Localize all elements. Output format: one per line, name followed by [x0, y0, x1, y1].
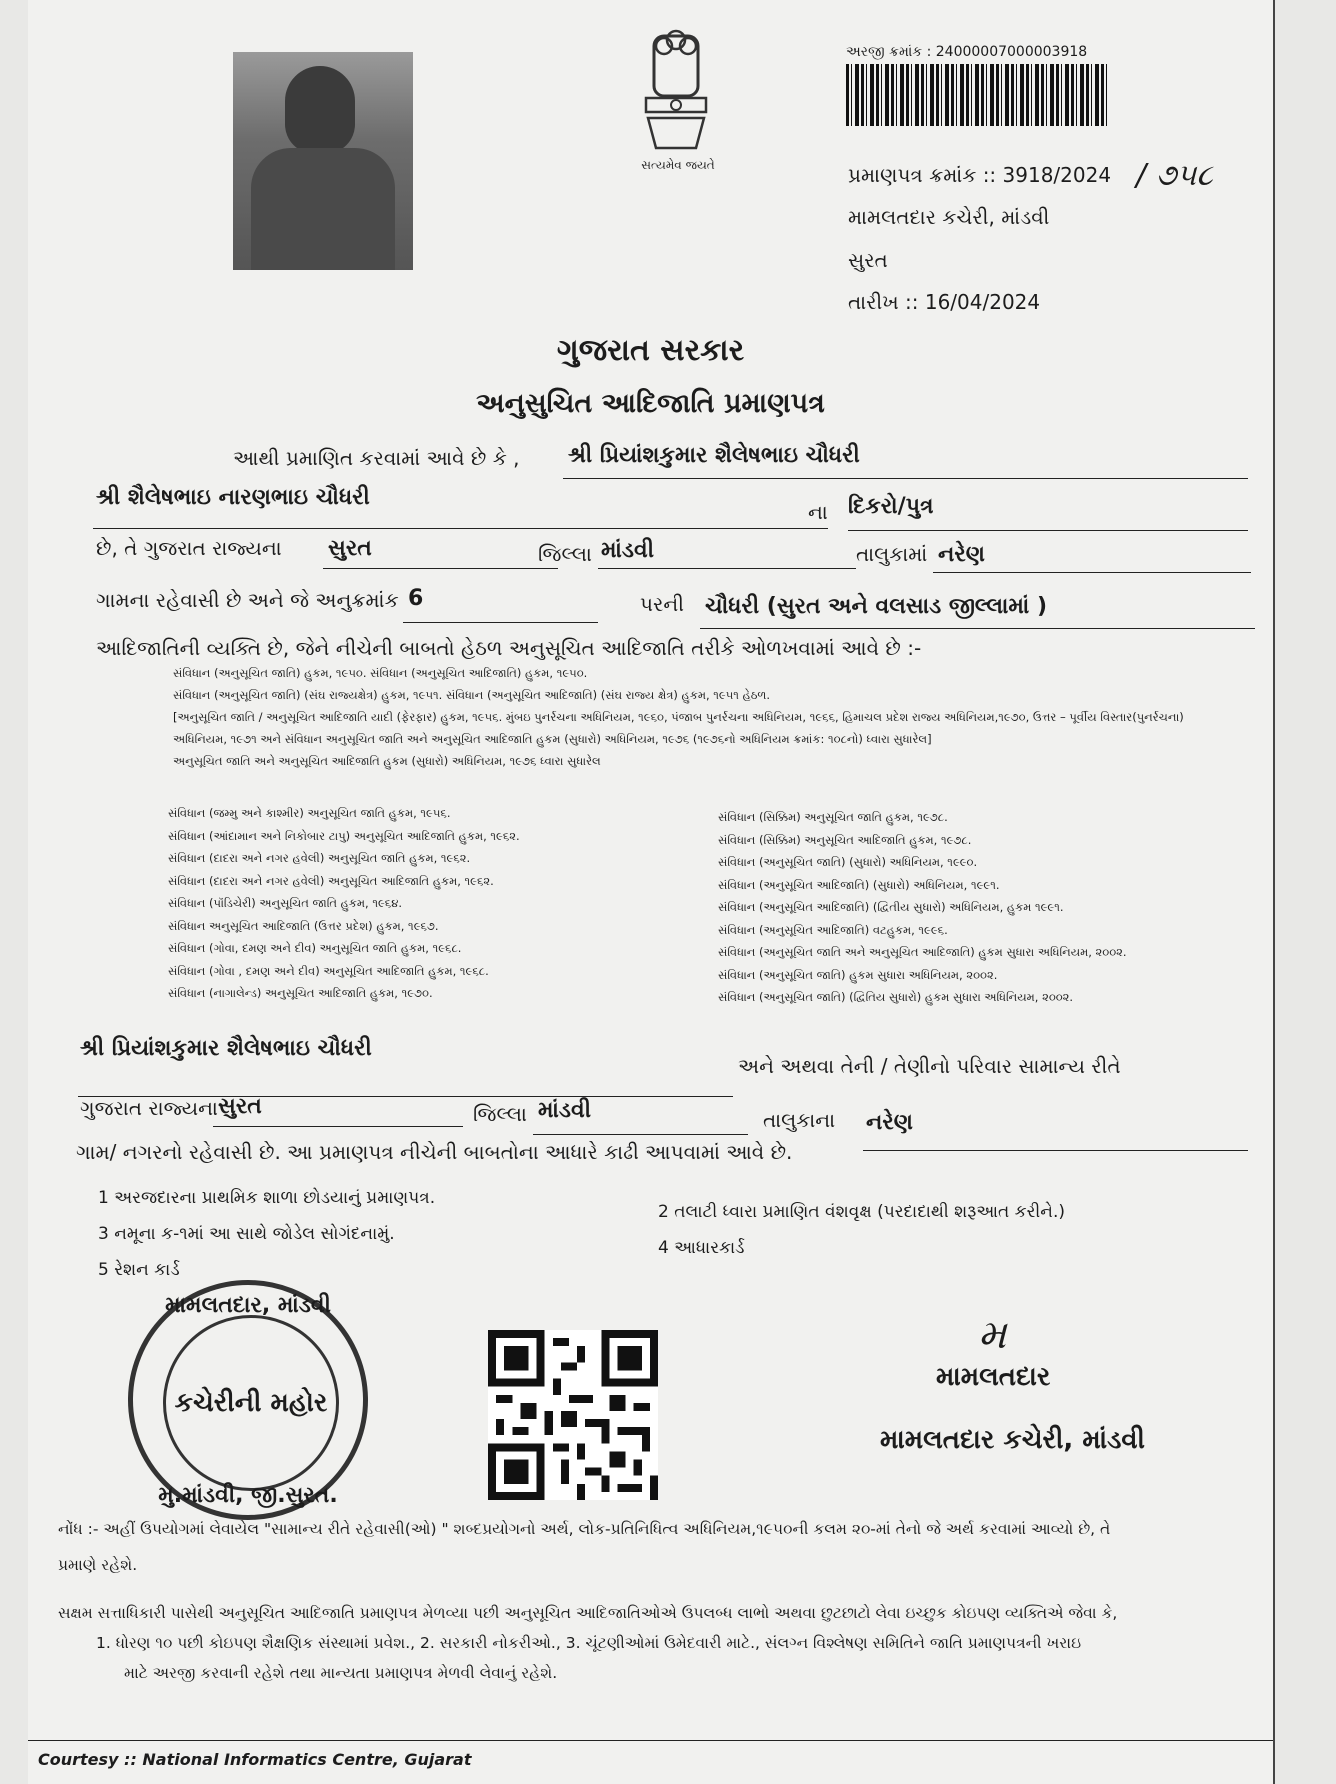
resident-text: ગામના રહેવાસી છે અને જે અનુક્રમાંક — [96, 588, 399, 612]
order-line: સંવિધાન (ગોવા, દમણ અને દીવ) અનુસૂચિત જાતિ હુકમ, ૧૯૬૮. — [168, 941, 462, 955]
seal-center-text: કચેરીની મહોર — [174, 1388, 328, 1418]
application-number: અરજી ક્રમાંક : 24000007000003918 — [846, 44, 1088, 60]
order-line: સંવિધાન (ગોવા , દમણ અને દીવ) અનુસૂચિત આદિજાતિ હુકમ, ૧૯૬૮. — [168, 963, 489, 978]
national-emblem-icon — [626, 18, 726, 168]
orders-right-list — [718, 806, 1127, 1009]
issue-date: તારીખ :: 16/04/2024 — [848, 290, 1041, 314]
handwritten-number: / ૭૫૮ — [1136, 158, 1213, 193]
father-name: શ્રી શૈલેષભાઇ નારણભાઇ ચૌધરી — [96, 485, 370, 510]
note-line: પ્રમાણે રહેશે. — [58, 1556, 138, 1574]
order-line: સંવિધાન (સિક્કિમ) અનુસૂચિત જાતિ હુકમ, ૧૯૭૮. — [718, 810, 948, 824]
emblem-caption: સત્યમેવ જયતે — [641, 158, 715, 172]
district: સુરત — [328, 536, 372, 561]
relation: દિકરો/પુત્ર — [848, 494, 934, 519]
orders-top-list — [173, 662, 1184, 772]
taluka-label: તાલુકામાં — [856, 542, 928, 566]
order-line: સંવિધાન (અનુસૂચિત જાતિ) (દ્વિતિય સુધારો) હુકમ સુધારા અધિનિયમ, ૨૦૦૨. — [718, 990, 1074, 1004]
order-line: સંવિધાન (અનુસૂચિત જાતિ) (સુધારો) અધિનિયમ, ૧૯૯૦. — [718, 855, 978, 869]
tribe-text: આદિજાતિની વ્યક્તિ છે, જેને નીચેની બાબતો હેઠળ અનુસૂચિત આદિજાતિ તરીકે ઓળખવામાં આવે છે :- — [96, 636, 922, 660]
on-label: પરની — [640, 592, 684, 616]
seal-bottom-text: મુ.માંડવી, જી.સુરત. — [158, 1483, 338, 1508]
signatory-office: મામલતદાર કચેરી, માંડવી — [880, 1425, 1145, 1455]
footer-courtesy: Courtesy :: National Informatics Centre, Gujarat — [38, 1750, 472, 1769]
order-line: અનુસૂચિત જાતિ અને અનુસૂચિત આદિજાતિ હુકમ (સુધારો) અધિનિયમ, ૧૯૭૬ ધ્વારા સુધારેલ — [173, 754, 601, 768]
family-text: અને અથવા તેની / તેણીનો પરિવાર સામાન્ય રીતે — [738, 1054, 1121, 1078]
state-prefix: છે, તે ગુજરાત રાજ્યના — [96, 536, 282, 560]
taluka-label-2: તાલુકાના — [763, 1108, 836, 1132]
document-item: 5 રેશન કાર્ડ — [98, 1260, 180, 1280]
order-line: સંવિધાન (સિક્કિમ) અનુસૂચિત આદિજાતિ હુકમ, ૧૯૭૮. — [718, 832, 972, 847]
document-item: 2 તલાટી ધ્વારા પ્રમાણિત વંશવૃક્ષ (પરદાદાથી શરૂઆત કરીને.) — [658, 1202, 1065, 1222]
basis-text: ગામ/ નગરનો રહેવાસી છે. આ પ્રમાણપત્ર નીચેની બાબતોના આધારે કાઢી આપવામાં આવે છે. — [76, 1140, 793, 1164]
applicant-name: શ્રી પ્રિયાંશકુમાર શૈલેષભાઇ ચૌધરી — [568, 443, 860, 468]
document-item: 4 આધારકાર્ડ — [658, 1238, 745, 1258]
signature: મ — [978, 1312, 1007, 1358]
info-line: સક્ષમ સત્તાધિકારી પાસેથી અનુસૂચિત આદિજાતિ પ્રમાણપત્ર મેળવ્યા પછી અનુસૂચિત આદિજાતિઓએ ઉપલબ્ધ લાભો અથવા છુટછાટો લેવા ઇચ્છુક કોઇપણ વ્યક્તિએ જેવા કે, — [58, 1604, 1118, 1622]
office-seal — [128, 1280, 368, 1520]
order-line: સંવિધાન (અનુસૂચિત જાતિ અને અનુસૂચિત આદિજાતિ) હુકમ સુધારા અધિનિયમ, ૨૦૦૨. — [718, 945, 1127, 959]
order-line: સંવિધાન (દાદરા અને નગર હવેલી) અનુસૂચિત આદિજાતિ હુકમ, ૧૯૬૨. — [168, 873, 494, 888]
document-item: 1 અરજદારના પ્રાથમિક શાળા છોડયાનું પ્રમાણપત્ર. — [98, 1188, 436, 1208]
issuing-office: મામલતદાર કચેરી, માંડવી — [848, 205, 1050, 229]
order-line: સંવિધાન (દાદરા અને નગર હવેલી) અનુસૂચિત જાતિ હુકમ, ૧૯૬૨. — [168, 851, 471, 865]
government-title: ગુજરાત સરકાર — [556, 333, 745, 368]
qr-code — [488, 1330, 658, 1500]
order-line: સંવિધાન (આંદામાન અને નિકોબાર ટાપુ) અનુસૂચિત આદિજાતિ હુકમ, ૧૯૬૨. — [168, 828, 520, 843]
order-line: સંવિધાન (અનુસૂચિત આદિજાતિ) (સુધારો) અધિનિયમ, ૧૯૯૧. — [718, 877, 1000, 892]
certificate-title: અનુસુચિત આદિજાતિ પ્રમાણપત્ર — [476, 388, 825, 419]
order-line: સંવિધાન (નાગાલેન્ડ) અનુસૂચિત આદિજાતિ હુકમ, ૧૯૭૦. — [168, 986, 433, 1000]
note-line: નોંધ :- અહીં ઉપયોગમાં લેવાયેલ "સામાન્ય રીતે રહેવાસી(ઓ) " શબ્દપ્રયોગનો અર્થ, લોક-પ્રતિનિધિત્વ અધિનિયમ,૧૯૫૦ની કલમ ૨૦-માં તેનો જે અર્થ કરવામાં આવ્યો છે, તે — [58, 1520, 1111, 1538]
district-2: સુરત — [218, 1094, 262, 1119]
serial-number: 6 — [408, 586, 424, 611]
order-line: સંવિધાન (અનુસૂચિત જાતિ) હુકમ, ૧૯૫૦. સંવિધાન (અનુસૂચિત આદિજાતિ) હુકમ, ૧૯૫૦. — [173, 666, 588, 680]
seal-top-text: મામલતદાર, માંડવી — [165, 1293, 331, 1318]
district-label: જિલ્લા — [538, 542, 592, 566]
order-line: સંવિધાન (જમ્મુ અને કાશ્મીર) અનુસૂચિત જાતિ હુકમ, ૧૯૫૬. — [168, 806, 451, 820]
certificate-sheet — [28, 0, 1275, 1784]
certificate-number: પ્રમાણપત્ર ક્રમાંક :: 3918/2024 — [848, 163, 1112, 187]
taluka-2: માંડવી — [538, 1098, 591, 1123]
orders-left-list — [168, 802, 520, 1005]
tribe-name: ચૌધરી (સુરત અને વલસાડ જીલ્લામાં ) — [705, 594, 1048, 619]
order-line: અધિનિયમ, ૧૯૭૧ અને સંવિધાન અનુસૂચિત જાતિ અને અનુસૂચિત આદિજાતિ હુકમ (સુધારો) અધિનિયમ, ૧૯૭૬ (૧૯૭૬નો અધિનિયમ ક્રમાંક: ૧૦૮નો) ધ્વારા સુધારેલ] — [173, 732, 932, 746]
order-line: [અનુસૂચિત જાતિ / અનુસૂચિત આદિજાતિ યાદી (ફેરફાર) હુકમ, ૧૯૫૬. મુંબઇ પુનર્રચના અધિનિયમ, ૧૯૬૦, પંજાબ પુનર્રચના અધિનિયમ, ૧૯૬૬, હિમાચલ પ્રદેશ રાજ્ય અધિનિયમ,૧૯૭૦, ઉત્તર – પૂર્વીય વિસ્તાર(પુનર્રચના) — [173, 710, 1184, 724]
order-line: સંવિધાન (અનુસૂચિત જાતિ) (સંઘ રાજ્યક્ષેત્ર) હુકમ, ૧૯૫૧. સંવિધાન (અનુસૂચિત આદિજાતિ) (સંઘ રાજ્ય ક્ષેત્ર) હુકમ, ૧૯૫૧ હેઠળ. — [173, 688, 771, 702]
order-line: સંવિધાન (અનુસૂચિત આદિજાતિ) વટહુકમ, ૧૯૯૬. — [718, 922, 948, 937]
of-label: ના — [808, 500, 828, 524]
info-line: માટે અરજી કરવાની રહેશે તથા માન્યતા પ્રમાણપત્ર મેળવી લેવાનું રહેશે. — [124, 1664, 558, 1682]
order-line: સંવિધાન (પૉંડિચેરી) અનુસૂચિત જાતિ હુકમ, ૧૯૬૪. — [168, 896, 403, 910]
applicant-name-2: શ્રી પ્રિયાંશકુમાર શૈલેષભાઇ ચૌધરી — [80, 1036, 372, 1061]
taluka: માંડવી — [601, 538, 654, 563]
district-label-2: જિલ્લા — [473, 1102, 527, 1126]
barcode — [846, 64, 1108, 126]
info-line: 1. ધોરણ ૧૦ પછી કોઇપણ શૈક્ષણિક સંસ્થામાં પ્રવેશ., 2. સરકારી નોકરીઓ., 3. ચૂંટણીઓમાં ઉમેદવારી માટે., સંલગ્ન વિશ્લેષણ સમિતિને જાતિ પ્રમાણપત્રની ખરાઇ — [96, 1634, 1082, 1652]
intro-text: આથી પ્રમાણિત કરવામાં આવે છે કે , — [233, 446, 520, 470]
order-line: સંવિધાન અનુસૂચિત આદિજાતિ (ઉત્તર પ્રદેશ) હુકમ, ૧૯૬૭. — [168, 918, 439, 933]
applicant-photo — [233, 52, 413, 270]
order-line: સંવિધાન (અનુસૂચિત આદિજાતિ) (દ્વિતીય સુધારો) અધિનિયમ, હુકમ ૧૯૯૧. — [718, 900, 1064, 914]
order-line: સંવિધાન (અનુસૂચિત જાતિ) હુકમ સુધારા અધિનિયમ, ૨૦૦૨. — [718, 967, 998, 982]
document-item: 3 નમૂના ક-૧માં આ સાથે જોડેલ સોગંદનામું. — [98, 1224, 395, 1244]
issuing-city: સુરત — [848, 248, 888, 272]
state-prefix-2: ગુજરાત રાજ્યના — [80, 1096, 218, 1120]
signatory-designation: મામલતદાર — [936, 1362, 1051, 1392]
village: નરેણ — [938, 542, 985, 567]
village-2: નરેણ — [866, 1110, 913, 1135]
